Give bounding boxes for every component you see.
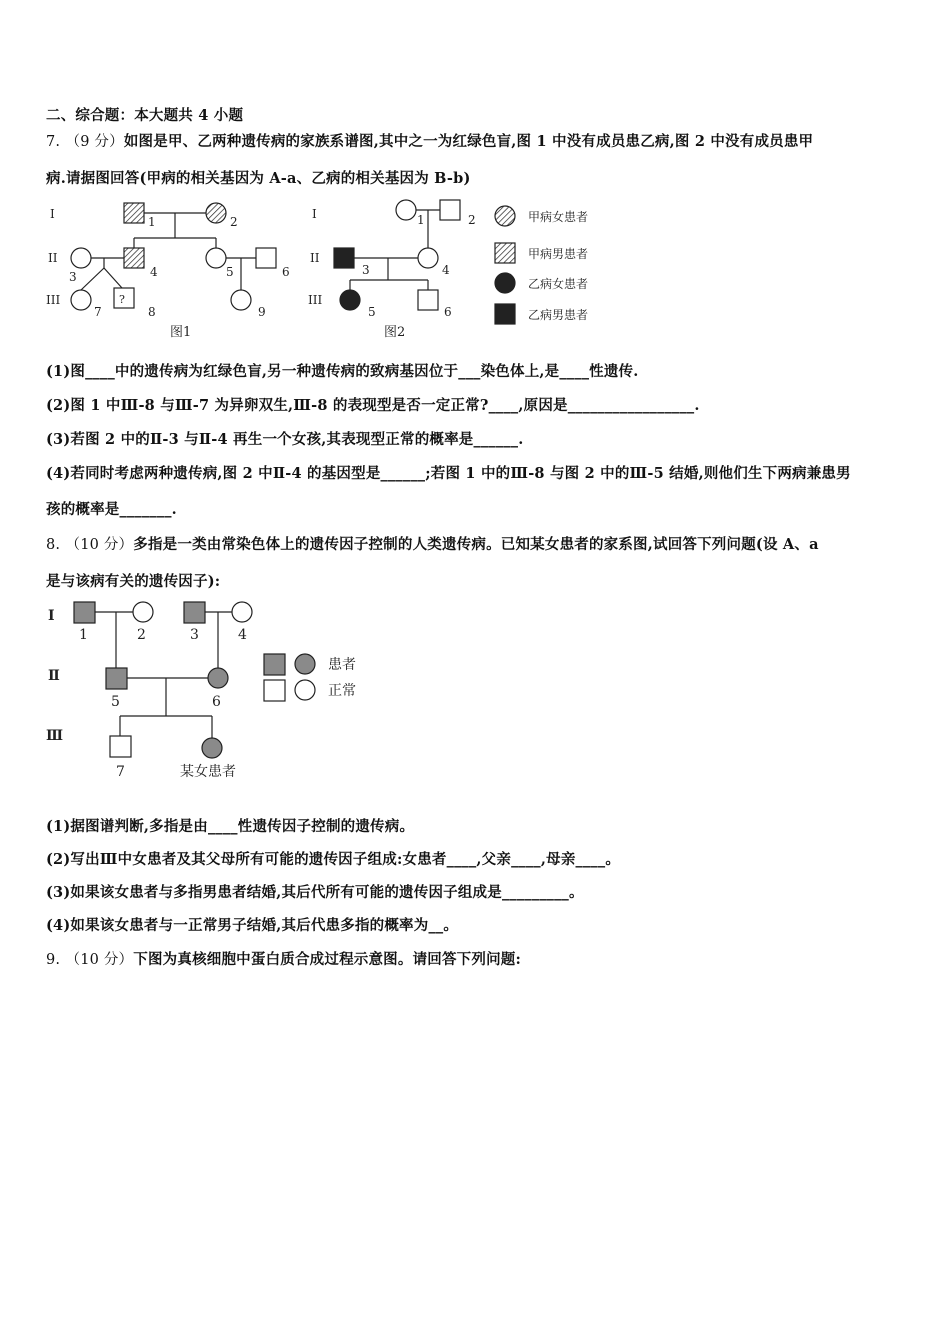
q8-id-III7: 7	[116, 764, 125, 780]
fig1-id-III9: 9	[258, 305, 266, 319]
q8-sub4: (4)如果该女患者与一正常男子结婚,其后代患多指的概率为__。	[46, 917, 459, 934]
q8-stem-line2: 是与该病有关的遗传因子):	[46, 573, 221, 590]
q8-id-II6: 6	[212, 694, 221, 710]
q7-stem-line1	[46, 130, 813, 151]
q8-legend-normal: 正常	[328, 683, 356, 699]
legend-yi-female-symbol	[495, 273, 515, 293]
fig2-id-II3: 3	[362, 263, 370, 277]
fig2-III6-normal-male	[418, 290, 438, 310]
fig1-id-II6: 6	[282, 265, 290, 279]
q8-id-I4: 4	[238, 627, 247, 643]
fig1-id-I1: 1	[148, 215, 156, 229]
fig2-II3-affected-male	[334, 248, 354, 268]
fig2-id-III6: 6	[444, 305, 452, 319]
fig1-id-III7: 7	[94, 305, 102, 319]
fig2-gen-II: II	[310, 251, 320, 265]
q8-legend-normal-female-symbol	[295, 680, 315, 700]
q8-points: （10 分）	[65, 537, 134, 553]
q8-sub3: (3)如果该女患者与多指男患者结婚,其后代所有可能的遗传因子组成是_________。	[46, 884, 584, 901]
fig2-III5-affected-female	[340, 290, 360, 310]
fig1-caption: 图1	[170, 325, 192, 340]
q8-id-I1: 1	[79, 627, 88, 643]
q7-pedigree-figures	[44, 196, 624, 344]
q8-legend-affected: 患者	[328, 657, 356, 673]
fig2-id-I1: 1	[417, 213, 425, 227]
q8-stem-line1	[46, 533, 819, 554]
q8-III7-normal-male	[110, 736, 131, 757]
q8-I3-affected-male	[184, 602, 205, 623]
q8-II6-affected-female	[208, 668, 228, 688]
q7-sub1: (1)图____中的遗传病为红绿色盲,另一种遗传病的致病基因位于___染色体上,是____性遗传.	[46, 363, 639, 380]
q8-pedigree	[44, 596, 374, 786]
fig1-id-III8: 8	[148, 305, 156, 319]
fig1-II6-normal-male	[256, 248, 276, 268]
fig1-id-II5: 5	[226, 265, 234, 279]
fig1-III7-normal-female	[71, 290, 91, 310]
q8-id-II5: 5	[111, 694, 120, 710]
legend-yi-male: 乙病男患者	[528, 308, 589, 322]
fig1-id-I2: 2	[230, 215, 238, 229]
q8-sub1: (1)据图谱判断,多指是由____性遗传因子控制的遗传病。	[46, 818, 415, 835]
fig1-II5-normal-female	[206, 248, 226, 268]
q7-stem-text1: 如图是甲、乙两种遗传病的家族系谱图,其中之一为红绿色盲,图 1 中没有成员患乙病,图 2 中没有成员患甲	[123, 133, 814, 150]
fig1-III8-question: ?	[119, 293, 125, 306]
q8-stem-text1: 多指是一类由常染色体上的遗传因子控制的人类遗传病。已知某女患者的家系图,试回答下列问题(设 A、a	[133, 536, 819, 553]
q8-legend-normal-male-symbol	[264, 680, 285, 701]
q7-points: （9 分）	[65, 134, 124, 150]
legend-jia-male-symbol	[495, 243, 515, 263]
q8-I2-normal-female	[133, 602, 153, 622]
q9-number: 9.	[46, 952, 61, 968]
q8-I1-affected-male	[74, 602, 95, 623]
fig2-I2-normal-male	[440, 200, 460, 220]
q8-proband-label: 某女患者	[180, 764, 236, 780]
q8-II5-affected-male	[106, 668, 127, 689]
section-header: 二、综合题：本大题共 4 小题	[46, 107, 244, 124]
q8-gen-I: Ⅰ	[48, 608, 55, 624]
fig1-gen-I: I	[50, 207, 55, 221]
legend-yi-female: 乙病女患者	[528, 277, 589, 291]
fig1-gen-III: III	[46, 293, 61, 307]
fig1-id-II4: 4	[150, 265, 158, 279]
q8-gen-II: Ⅱ	[48, 668, 60, 684]
fig1-gen-II: II	[48, 251, 58, 265]
q8-number: 8.	[46, 537, 61, 553]
fig2-gen-I: I	[312, 207, 317, 221]
fig1-II4-affected-male	[124, 248, 144, 268]
fig1-I2-affected-female	[206, 203, 226, 223]
q9-points: （10 分）	[65, 952, 134, 968]
legend-jia-female: 甲病女患者	[528, 210, 589, 224]
q7-sub4-line1: (4)若同时考虑两种遗传病,图 2 中Ⅱ-4 的基因型是______;若图 1 中的Ⅲ-8 与图 2 中的Ⅲ-5 结婚,则他们生下两病兼患男	[46, 465, 851, 482]
legend-jia-female-symbol	[495, 206, 515, 226]
q7-sub4-line2: 孩的概率是_______.	[46, 501, 177, 518]
fig2-caption: 图2	[384, 325, 406, 340]
legend-yi-male-symbol	[495, 304, 515, 324]
fig2-gen-III: III	[308, 293, 323, 307]
q7-sub2: (2)图 1 中Ⅲ-8 与Ⅲ-7 为异卵双生,Ⅲ-8 的表现型是否一定正常?____,原因是_________________.	[46, 397, 700, 414]
q8-id-I2: 2	[137, 627, 146, 643]
q8-III-proband-affected-female	[202, 738, 222, 758]
q7-number: 7.	[46, 134, 61, 150]
fig1-I1-affected-male	[124, 203, 144, 223]
fig2-id-II4: 4	[442, 263, 450, 277]
q8-legend-affected-male-symbol	[264, 654, 285, 675]
q8-I4-normal-female	[232, 602, 252, 622]
fig2-I1-normal-female	[396, 200, 416, 220]
fig1-id-II3: 3	[69, 270, 77, 284]
legend-jia-male: 甲病男患者	[528, 247, 589, 261]
fig2-id-III5: 5	[368, 305, 376, 319]
q8-gen-III: Ⅲ	[46, 728, 64, 744]
q9-stem-text: 下图为真核细胞中蛋白质合成过程示意图。请回答下列问题:	[133, 951, 522, 968]
fig1-III9-normal-female	[231, 290, 251, 310]
q8-sub2: (2)写出Ⅲ中女患者及其父母所有可能的遗传因子组成:女患者____,父亲____,母亲____。	[46, 851, 621, 868]
fig2-II4-normal-female	[418, 248, 438, 268]
q7-stem-line2: 病.请据图回答(甲病的相关基因为 A-a、乙病的相关基因为 B-b)	[46, 170, 471, 187]
fig2-id-I2: 2	[468, 213, 476, 227]
q8-id-I3: 3	[190, 627, 199, 643]
q7-sub3: (3)若图 2 中的Ⅱ-3 与Ⅱ-4 再生一个女孩,其表现型正常的概率是______.	[46, 431, 524, 448]
fig1-II3-normal-female	[71, 248, 91, 268]
q9-stem-line	[46, 948, 521, 969]
q8-legend-affected-female-symbol	[295, 654, 315, 674]
